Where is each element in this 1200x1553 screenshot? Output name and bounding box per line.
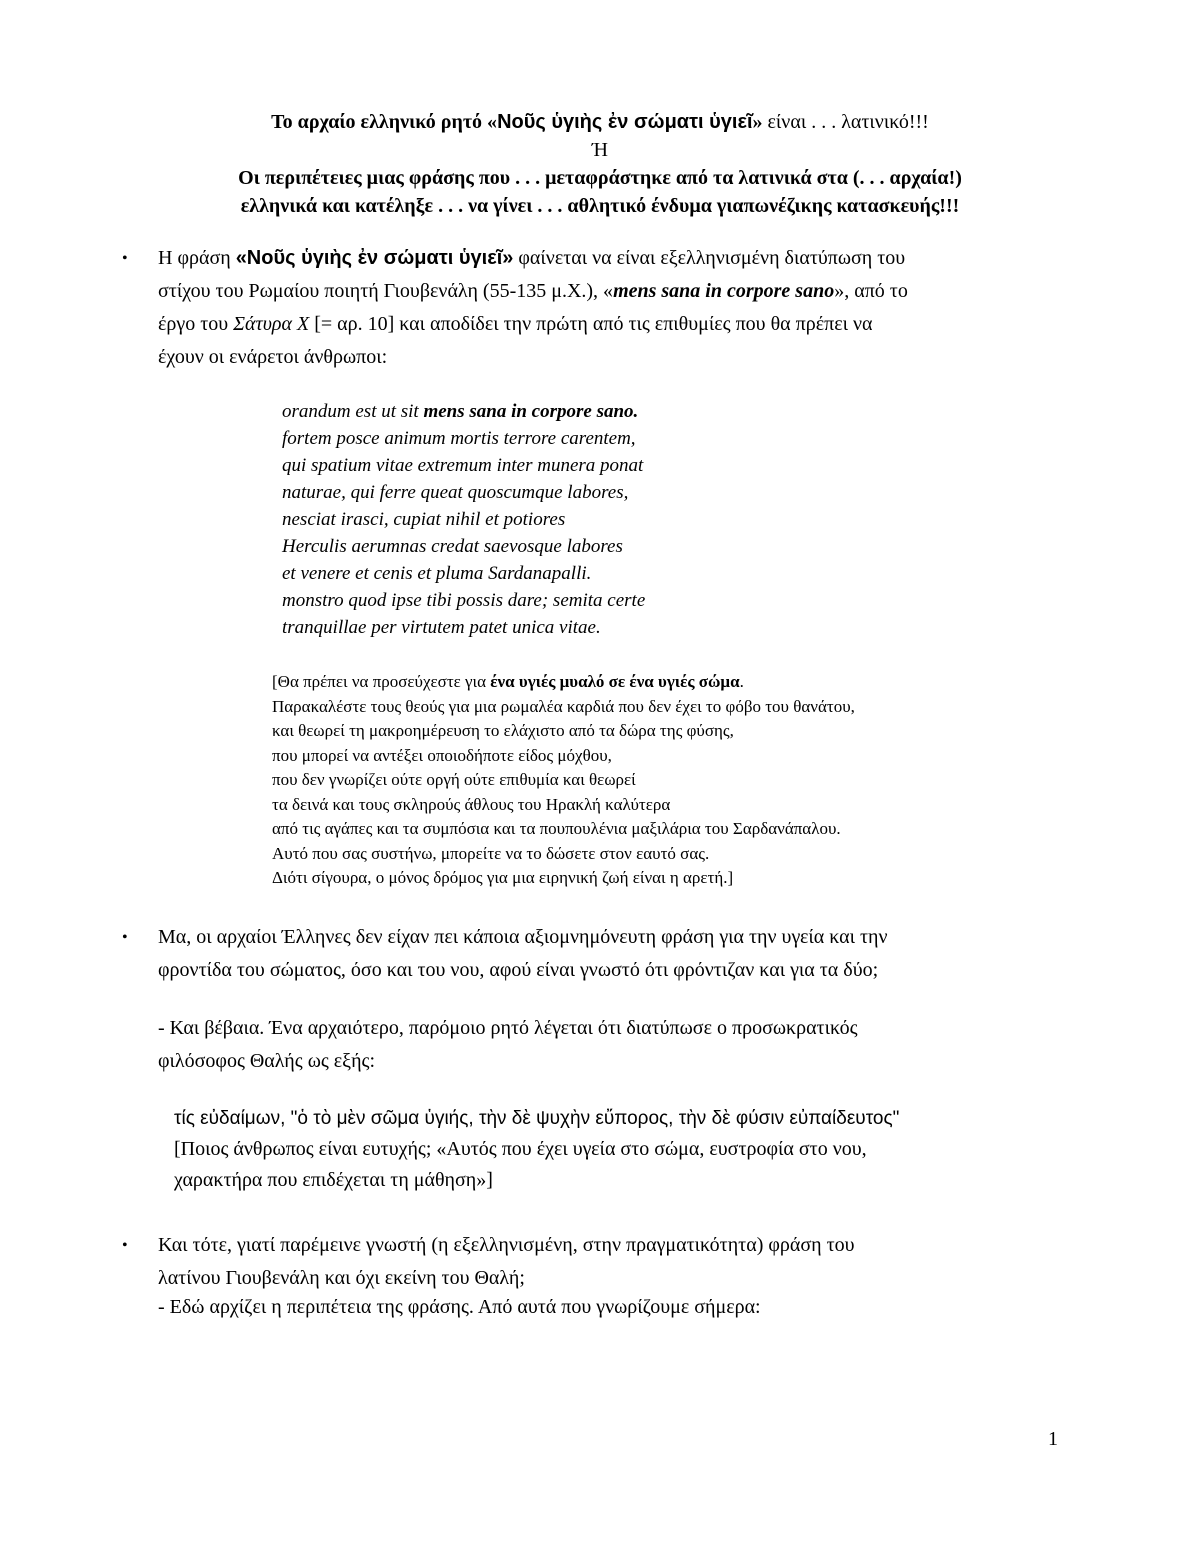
- bullet-3: •: [122, 1237, 128, 1254]
- translation-line: τα δεινά και τους σκληρούς άθλους του Ηρακλή καλύτερα: [272, 794, 671, 814]
- translation-line: Αυτό που σας συστήνω, μπορείτε να το δώσετε στον εαυτό σας.: [272, 843, 710, 863]
- thales-greek: τίς εὐδαίμων, "ὁ τὸ μὲν σῶμα ὑγιής, τὴν δὲ ψυχὴν εὔπορος, τὴν δὲ φύσιν εὐπαίδευτος": [174, 1108, 900, 1129]
- paragraph-3-line-3: - Εδώ αρχίζει η περιπέτεια της φράσης. Από αυτά που γνωρίζουμε σήμερα:: [158, 1296, 761, 1318]
- text: Η φράση: [158, 247, 236, 269]
- paragraph-2-line-3: - Και βέβαια. Ένα αρχαιότερο, παρόμοιο ρητό λέγεται ότι διατύπωσε ο προσωκρατικός: [158, 1017, 858, 1039]
- title-quote-close: »: [752, 111, 768, 133]
- text: [Θα πρέπει να προσεύχεστε για: [272, 672, 491, 691]
- paragraph-2: [158, 921, 1078, 987]
- thales-quote: [174, 1103, 1074, 1196]
- page-number: 1: [1048, 1428, 1058, 1450]
- text: [= αρ. 10] και αποδίδει την πρώτη από τις επιθυμίες που θα πρέπει να: [309, 313, 873, 335]
- title-text: Το αρχαίο ελληνικό ρητό «: [271, 111, 498, 133]
- text: », από το: [834, 280, 908, 302]
- translation-line: και θεωρεί τη μακροημέρευση το ελάχιστο από τα δώρα της φύσης,: [272, 721, 734, 740]
- work-title: Σάτυρα Χ: [233, 313, 310, 335]
- verse-line: nesciat irasci, cupiat nihil et potiores: [282, 509, 566, 530]
- paragraph-2-line-4: φιλόσοφος Θαλής ως εξής:: [158, 1050, 376, 1072]
- verse-line: tranquillae per virtutem patet unica vitae.: [282, 617, 601, 638]
- translation-line: Διότι σίγουρα, ο μόνος δρόμος για μια ειρηνική ζωή είναι η αρετή.]: [272, 868, 734, 887]
- translation-line: από τις αγάπες και τα συμπόσια και τα πουπουλένια μαξιλάρια του Σαρδανάπαλου.: [272, 819, 841, 838]
- text: .: [739, 672, 744, 691]
- text: orandum est ut sit: [282, 401, 424, 422]
- bullet-1: •: [122, 250, 128, 267]
- paragraph-2-answer: [158, 1012, 1078, 1078]
- title-line-2: Ή: [591, 139, 609, 161]
- text: φαίνεται να είναι εξελληνισμένη διατύπωση του: [513, 247, 906, 269]
- verse-line: naturae, qui ferre queat quoscumque labores,: [282, 482, 629, 503]
- verse-line: monstro quod ipse tibi possis dare; semita certe: [282, 590, 646, 611]
- verse-line: [282, 398, 982, 425]
- translation-line: που δεν γνωρίζει ούτε οργή ούτε επιθυμία και θεωρεί: [272, 770, 636, 789]
- title-line-1: [100, 108, 1100, 136]
- latin-verse: [282, 398, 982, 641]
- paragraph-1-line-1: [158, 242, 1078, 275]
- text: στίχου του Ρωμαίου ποιητή Γιουβενάλη (55-135 μ.Χ.), «: [158, 280, 614, 302]
- translation-line: Παρακαλέστε τους θεούς για μια ρωμαλέα καρδιά που δεν έχει το φόβο του θανάτου,: [272, 696, 855, 716]
- greek-phrase: «Νοῦς ὑγιὴς ἐν σώματι ὑγιεῖ»: [235, 247, 514, 269]
- verse-line: et venere et cenis et pluma Sardanapalli.: [282, 563, 592, 584]
- verse-line: qui spatium vitae extremum inter munera ponat: [282, 455, 644, 476]
- verse-line: fortem posce animum mortis terrore carentem,: [282, 428, 636, 449]
- text: έργο του: [158, 313, 234, 335]
- translation-line: [272, 670, 1072, 695]
- latin-phrase: mens sana in corpore sano: [613, 280, 835, 302]
- bullet-2: •: [122, 929, 128, 946]
- paragraph-1: [158, 242, 1078, 374]
- translation-bold: ένα υγιές μυαλό σε ένα υγιές σώμα: [490, 672, 740, 691]
- thales-translation-2: χαρακτήρα που επιδέχεται τη μάθηση»]: [174, 1169, 493, 1191]
- paragraph-3-line-1: Και τότε, γιατί παρέμεινε γνωστή (η εξελληνισμένη, στην πραγματικότητα) φράση του: [158, 1234, 855, 1256]
- latin-phrase-bold: mens sana in corpore sano.: [423, 401, 639, 422]
- paragraph-3-line-2: λατίνου Γιουβενάλη και όχι εκείνη του Θαλή;: [158, 1267, 525, 1289]
- title-quote: Νοῦς ὑγιὴς ἐν σώματι ὑγιεῖ: [497, 111, 753, 133]
- paragraph-1-line-2: [158, 275, 1078, 308]
- translation-line: που μπορεί να αντέξει οποιοδήποτε είδος μόχθου,: [272, 745, 612, 765]
- verse-line: Herculis aerumnas credat saevosque labores: [282, 536, 623, 557]
- paragraph-3: [158, 1229, 1078, 1324]
- greek-translation: [272, 670, 1072, 891]
- paragraph-1-line-3: [158, 308, 1078, 341]
- title-tail: είναι . . . λατινικό!!!: [767, 111, 929, 133]
- title-line-3: Οι περιπέτειες μιας φράσης που . . . μεταφράστηκε από τα λατινικά στα (. . . αρχαία!): [238, 167, 962, 189]
- paragraph-1-line-4: έχουν οι ενάρετοι άνθρωποι:: [158, 346, 388, 368]
- paragraph-2-line-1: Μα, οι αρχαίοι Έλληνες δεν είχαν πει κάποια αξιομνημόνευτη φράση για την υγεία και την: [158, 926, 888, 948]
- paragraph-2-line-2: φροντίδα του σώματος, όσο και του νου, αφού είναι γνωστό ότι φρόντιζαν και για τα δύο;: [158, 959, 879, 981]
- thales-translation-1: [Ποιος άνθρωπος είναι ευτυχής; «Αυτός που έχει υγεία στο σώμα, ευστροφία στο νου,: [174, 1138, 867, 1160]
- title-line-4: ελληνικά και κατέληξε . . . να γίνει . . . αθλητικό ένδυμα γιαπωνέζικης κατασκευής!!!: [240, 195, 960, 217]
